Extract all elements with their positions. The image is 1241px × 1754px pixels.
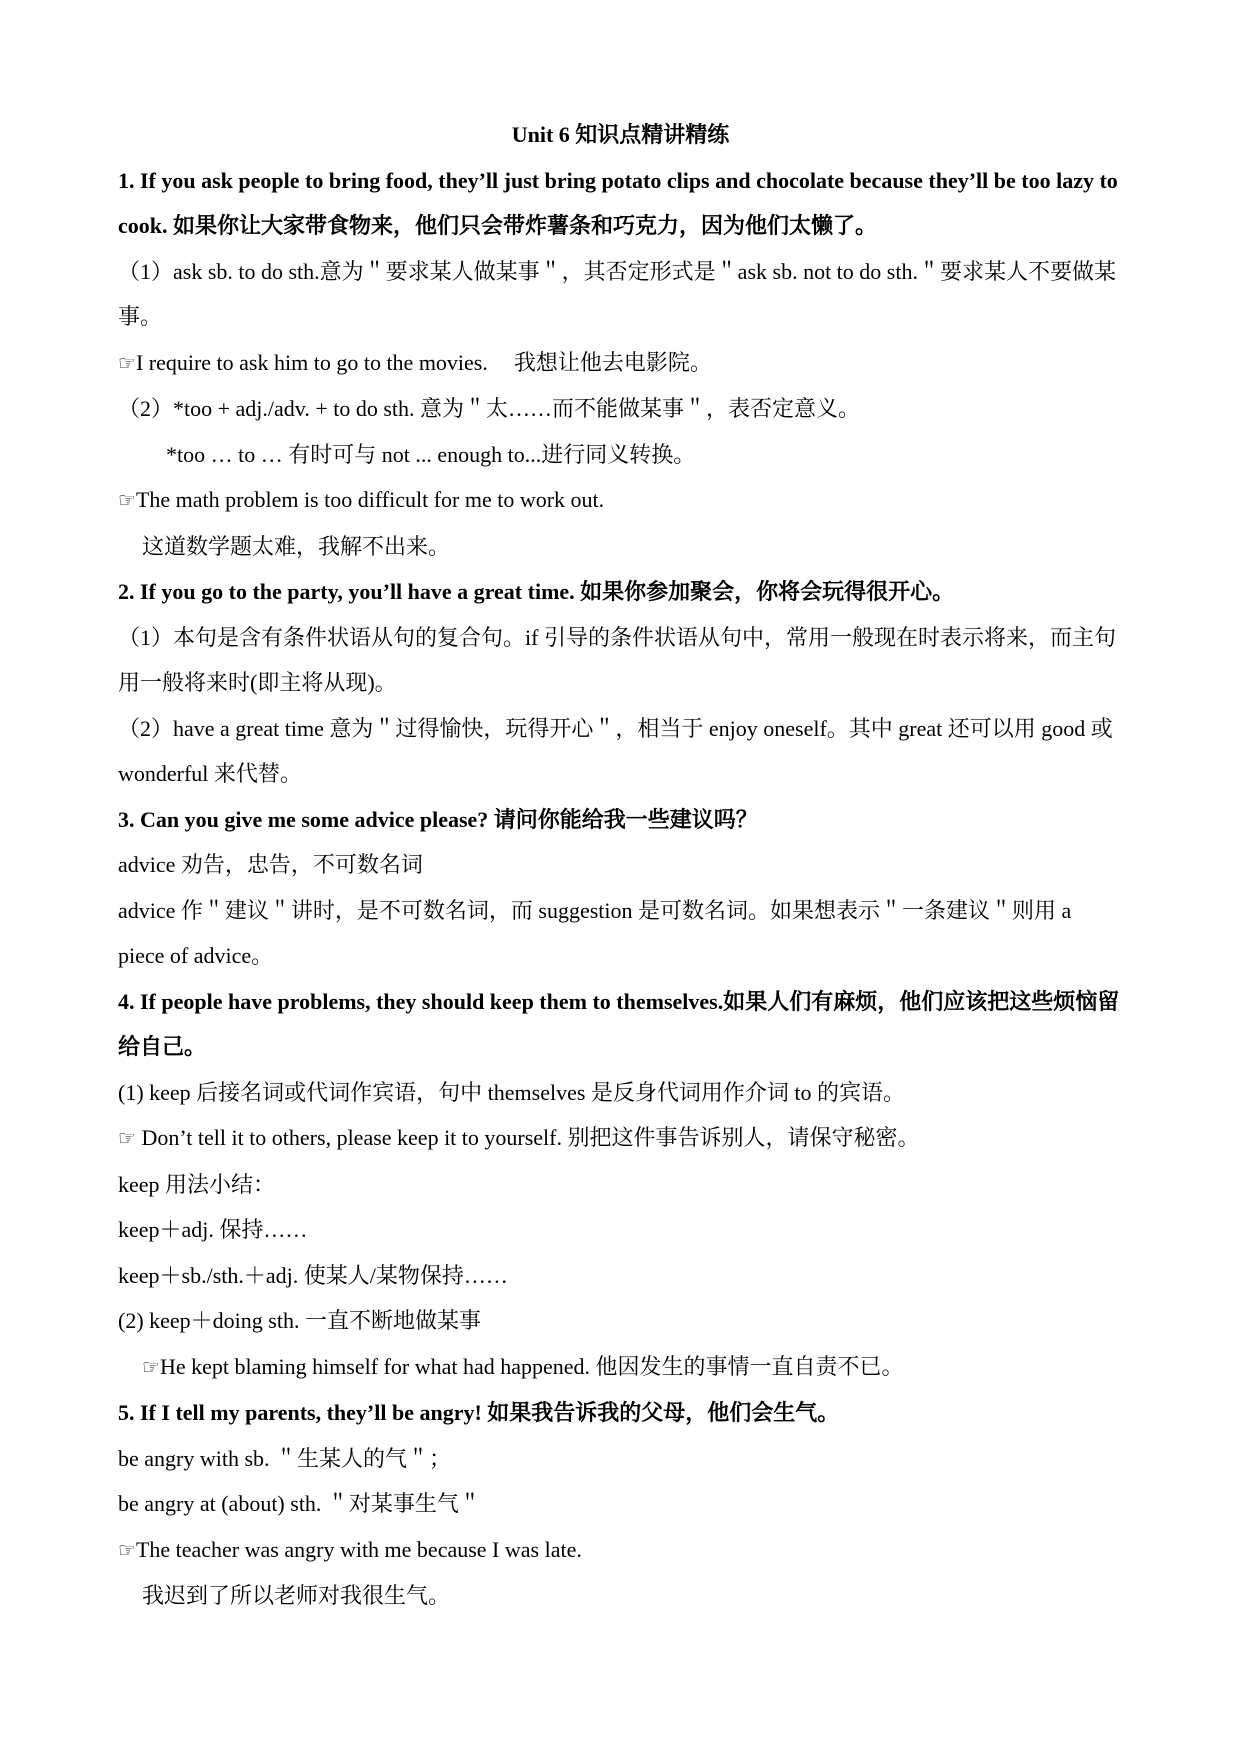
example-english: The teacher was angry with me because I was late. [135, 1536, 582, 1562]
section-1-example-2 [118, 477, 1123, 524]
section-4-heading: 4. If people have problems, they should keep them to themselves.如果人们有麻烦，他们应该把这些烦恼留给自己。 [118, 988, 1120, 1059]
section-1-heading: 1. If you ask people to bring food, they’ll just bring potato clips and chocolate because they’ll be too lazy to cook. 如果你让大家带食物来，他们只会带炸薯条和巧克力，因为他们太懒了。 [118, 167, 1118, 238]
section-5-line-2: be angry at (about) sth. ＂对某事生气＂ [118, 1491, 481, 1516]
section-1-note-2: （2）*too + adj./adv. + to do sth. 意为＂太……而不能做某事＂，表否定意义。 [118, 396, 861, 421]
section-3-line-1: advice 劝告，忠告，不可数名词 [118, 852, 423, 877]
pointing-hand-icon: ☞ [118, 1126, 136, 1150]
section-1-note-2b: *too … to … 有时可与 not ... enough to...进行同义转换。 [166, 441, 696, 467]
section-1-example-1 [118, 340, 1123, 387]
section-4-example-1 [118, 1115, 1123, 1162]
section-4-usage-2: keep＋sb./sth.＋adj. 使某人/某物保持…… [118, 1262, 508, 1288]
example-english: I require to ask him to go to the movies. [135, 349, 488, 375]
section-5-example-translation: 我迟到了所以老师对我很生气。 [142, 1583, 451, 1608]
example-english: The math problem is too difficult for me to work out. [135, 487, 605, 512]
example-text: He kept blaming himself for what had happened. 他因发生的事情一直自责不已。 [159, 1353, 904, 1379]
pointing-hand-icon: ☞ [142, 1354, 160, 1379]
page-title: Unit 6 知识点精讲精练 [511, 122, 730, 147]
section-3-heading: 3. Can you give me some advice please? 请问你能给我一些建议吗？ [118, 806, 758, 832]
section-5-example [118, 1527, 1123, 1574]
pointing-hand-icon: ☞ [118, 488, 136, 512]
example-text: Don’t tell it to others, please keep it to yourself. 别把这件事告诉别人，请保守秘密。 [141, 1125, 920, 1150]
section-4-note-1: (1) keep 后接名词或代词作宾语，句中 themselves 是反身代词用作介词 to 的宾语。 [118, 1079, 906, 1105]
section-4-usage-1: keep＋adj. 保持…… [118, 1217, 308, 1242]
section-4-note-2: (2) keep＋doing sth. 一直不断地做某事 [118, 1308, 481, 1333]
section-3-line-2: advice 作＂建议＂讲时，是不可数名词，而 suggestion 是可数名词。如果想表示＂一条建议＂则用 a piece of advice。 [118, 897, 1072, 968]
section-5-line-1: be angry with sb. ＂生某人的气＂； [118, 1445, 452, 1471]
section-2-heading: 2. If you go to the party, you’ll have a great time. 如果你参加聚会，你将会玩得很开心。 [118, 579, 955, 604]
section-2-note-2: （2）have a great time 意为＂过得愉快，玩得开心＂，相当于 enjoy oneself。其中 great 还可以用 good 或 wonderful 来代替。 [118, 715, 1113, 786]
section-4-summary: keep 用法小结： [118, 1171, 276, 1197]
pointing-hand-icon: ☞ [118, 1537, 136, 1562]
section-5-heading: 5. If I tell my parents, they’ll be angry! 如果我告诉我的父母，他们会生气。 [118, 1400, 840, 1425]
section-4-example-2 [118, 1344, 1123, 1391]
section-2-note-1: （1）本句是含有条件状语从句的复合句。if 引导的条件状语从句中，常用一般现在时表示将来，而主句用一般将来时(即主将从现)。 [118, 624, 1116, 695]
pointing-hand-icon: ☞ [118, 350, 136, 375]
section-1-example-2-translation: 这道数学题太难，我解不出来。 [142, 533, 451, 559]
section-1-note-1: （1）ask sb. to do sth.意为＂要求某人做某事＂，其否定形式是＂ask sb. not to do sth.＂要求某人不要做某事。 [118, 258, 1116, 329]
example-chinese: 我想让他去电影院。 [513, 349, 712, 375]
